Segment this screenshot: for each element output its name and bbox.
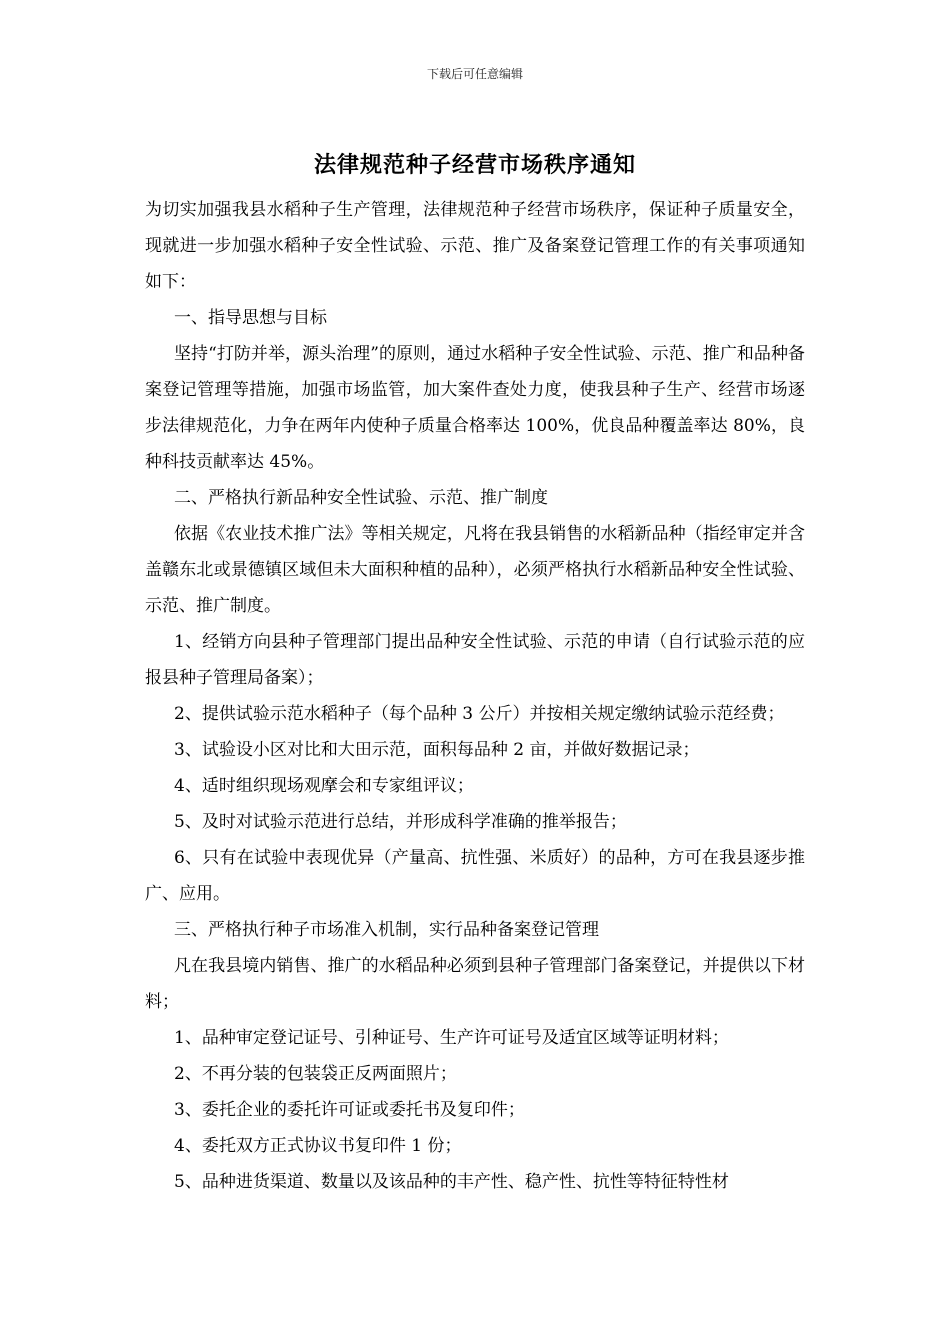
list-item: 3、试验设小区对比和大田示范，面积每品种 2 亩，并做好数据记录； xyxy=(174,740,700,760)
list-item: 1、经销方向县种子管理部门提出品种安全性试验、示范的申请（自行试验示范的应报县种子管理局备案）； xyxy=(145,632,805,688)
list-item: 4、委托双方正式协议书复印件 1 份； xyxy=(174,1136,462,1156)
list-item: 1、品种审定登记证号、引种证号、生产许可证号及适宜区域等证明材料； xyxy=(174,1028,729,1048)
section-heading-2: 二、严格执行新品种安全性试验、示范、推广制度 xyxy=(174,488,548,508)
list-item: 2、不再分装的包装袋正反两面照片； xyxy=(174,1064,457,1084)
paragraph-section-3: 凡在我县境内销售、推广的水稻品种必须到县种子管理部门备案登记，并提供以下材料； xyxy=(145,956,805,1012)
list-item: 3、委托企业的委托许可证或委托书及复印件； xyxy=(174,1100,525,1120)
list-item: 5、品种进货渠道、数量以及该品种的丰产性、稳产性、抗性等特征特性材 xyxy=(174,1172,729,1192)
section-heading-3: 三、严格执行种子市场准入机制，实行品种备案登记管理 xyxy=(174,920,599,940)
document-body xyxy=(145,192,805,1200)
paragraph-section-1: 坚持“打防并举，源头治理”的原则，通过水稻种子安全性试验、示范、推广和品种备案登记管理等措施，加强市场监管，加大案件查处力度，使我县种子生产、经营市场逐步法律规范化，力争在两年内使种子质量合格率达 100%，优良品种覆盖率达 80%，良种科技贡献率达 45%。 xyxy=(145,344,805,472)
list-item: 6、只有在试验中表现优异（产量高、抗性强、米质好）的品种，方可在我县逐步推广、应用。 xyxy=(145,848,805,904)
paragraph-intro: 为切实加强我县水稻种子生产管理，法律规范种子经营市场秩序，保证种子质量安全，现就进一步加强水稻种子安全性试验、示范、推广及备案登记管理工作的有关事项通知如下： xyxy=(145,200,805,292)
section-heading-1: 一、指导思想与目标 xyxy=(174,308,327,328)
header-note: 下载后可任意编辑 xyxy=(426,67,523,81)
list-item: 4、适时组织现场观摩会和专家组评议； xyxy=(174,776,474,796)
list-item: 5、及时对试验示范进行总结，并形成科学准确的推举报告； xyxy=(174,812,627,832)
paragraph-section-2: 依据《农业技术推广法》等相关规定，凡将在我县销售的水稻新品种（指经审定并含盖赣东北或景德镇区域但未大面积种植的品种），必须严格执行水稻新品种安全性试验、示范、推广制度。 xyxy=(145,524,805,616)
document-title: 法律规范种子经营市场秩序通知 xyxy=(313,152,636,178)
list-item: 2、提供试验示范水稻种子（每个品种 3 公斤）并按相关规定缴纳试验示范经费； xyxy=(174,704,785,724)
